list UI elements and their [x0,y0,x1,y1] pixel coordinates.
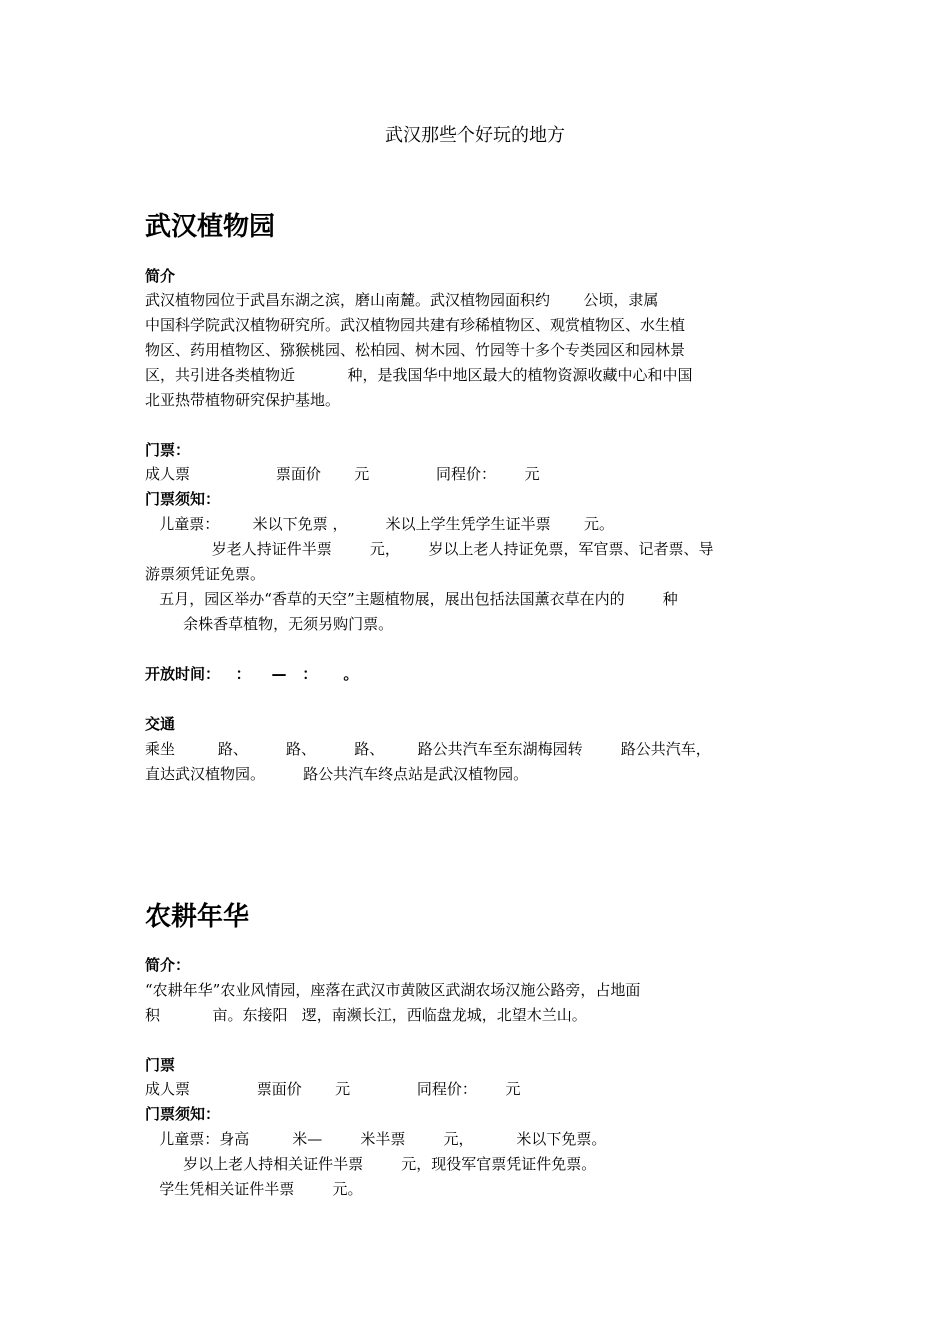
ticket-notice-line: 儿童票： 米以下免票 ， 米以上学生凭学生证半票 元。 [145,515,614,533]
intro-line: “农耕年华”农业风情园，座落在武汉市黄陂区武湖农场汉施公路旁，占地面 [145,981,641,999]
ticket-price-line: 成人票 票面价 元 同程价： 元 [145,1080,521,1098]
ticket-label: 门票： [145,441,191,459]
intro-label: 简介： [145,956,191,974]
ticket-label: 门票 [145,1056,176,1074]
intro-line: 中国科学院武汉植物研究所。武汉植物园共建有珍稀植物区、观赏植物区、水生植 [145,316,686,334]
opening-hours: 开放时间： ： — ： 。 [145,665,359,683]
transport-line: 直达武汉植物园。 路公共汽车终点站是武汉植物园。 [145,765,529,783]
section-heading-farming-park: 农耕年华 [145,902,250,932]
section-heading-botanical-garden: 武汉植物园 [145,212,276,242]
ticket-notice-line: 学生凭相关证件半票 元。 [145,1180,363,1198]
ticket-notice-line: 岁以上老人持相关证件半票 元，现役军官票凭证件免票。 [145,1155,597,1173]
ticket-notice-label: 门票须知： [145,490,221,508]
ticket-notice-line: 儿童票：身高 米— 米半票 元， 米以下免票。 [145,1130,607,1148]
ticket-notice-line: 游票须凭证免票。 [145,565,266,583]
ticket-notice-line: 五月，园区举办“香草的天空”主题植物展，展出包括法国薰衣草在内的 种 [145,590,678,608]
transport-label: 交通 [145,715,176,733]
intro-line: 北亚热带植物研究保护基地。 [145,391,341,409]
ticket-price-line: 成人票 票面价 元 同程价： 元 [145,465,540,483]
ticket-notice-line: 岁老人持证件半票 元， 岁以上老人持证免票，军官票、记者票、导 [145,540,714,558]
ticket-notice-label: 门票须知： [145,1105,221,1123]
document-title: 武汉那些个好玩的地方 [385,125,565,146]
transport-line: 乘坐 路、 路、 路、 路公共汽车至东湖梅园转 路公共汽车， [145,740,711,758]
intro-line: 武汉植物园位于武昌东湖之滨，磨山南麓。武汉植物园面积约 公顷，隶属 [145,291,659,309]
intro-line: 物区、药用植物区、猕猴桃园、松柏园、树木园、竹园等十多个专类园区和园林景 [145,341,686,359]
ticket-notice-line: 余株香草植物，无须另购门票。 [145,615,394,633]
intro-line: 区，共引进各类植物近 种，是我国华中地区最大的植物资源收藏中心和中国 [145,366,693,384]
intro-line: 积 亩。东接阳 逻，南濒长江，西临盘龙城，北望木兰山。 [145,1006,587,1024]
intro-label: 简介 [145,267,176,285]
